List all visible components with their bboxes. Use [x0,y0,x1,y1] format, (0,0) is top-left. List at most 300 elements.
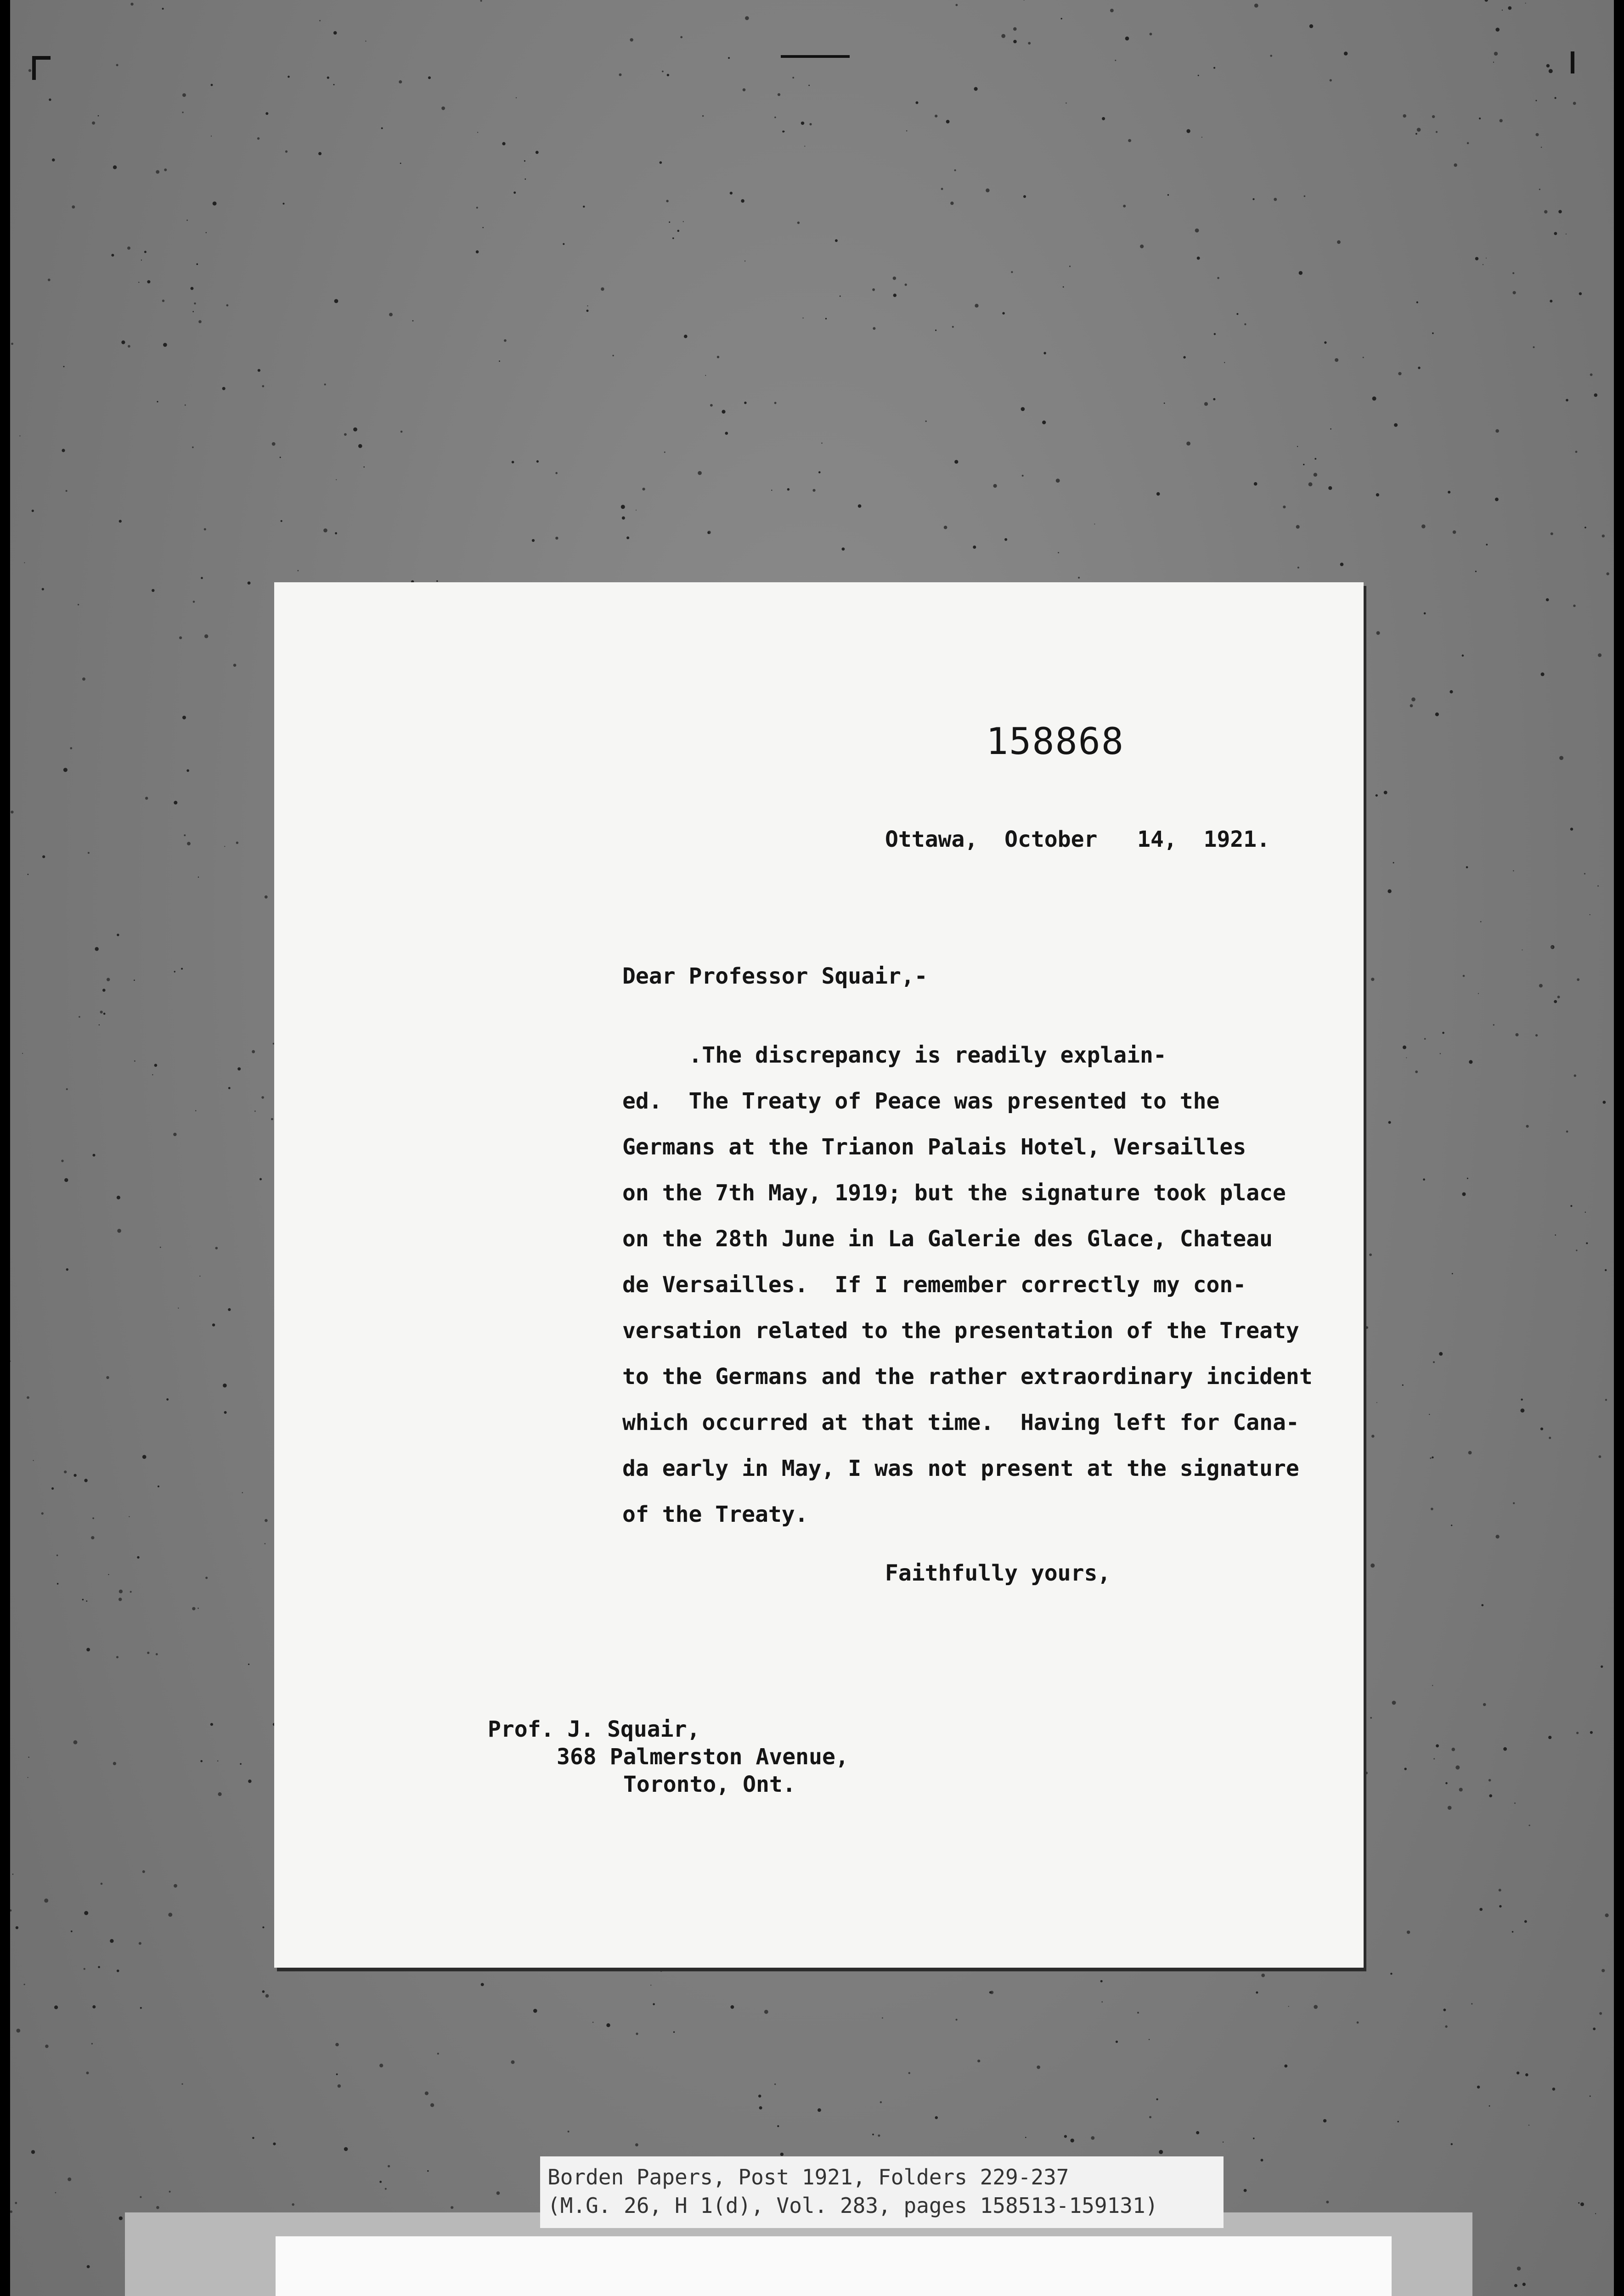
speckle [28,69,31,72]
speckle [205,1577,208,1579]
crop-mark-top-right [1571,51,1574,73]
speckle [555,472,558,474]
speckle [116,64,118,66]
speckle [524,179,526,180]
speckle [893,276,896,280]
speckle [412,320,414,321]
speckle [512,461,514,464]
speckle [1039,1969,1042,1971]
speckle [31,2150,35,2154]
speckle [240,1763,242,1765]
speckle [1554,232,1557,235]
speckle [162,8,164,10]
speckle [1590,2095,1591,2097]
speckle [137,1556,139,1559]
speckle [809,123,812,125]
speckle [379,2181,382,2183]
speckle [319,20,321,22]
speckle [156,170,159,174]
speckle [158,1486,159,1487]
speckle [741,199,744,203]
speckle [1149,2039,1150,2040]
speckle [185,405,186,406]
speckle [1102,2001,1103,2002]
speckle [725,432,728,435]
speckle [1513,1502,1515,1504]
speckle [744,402,746,404]
speckle [192,1607,195,1610]
speckle [1570,827,1573,830]
speckle [379,2064,383,2067]
speckle [186,769,189,772]
speckle [1517,2267,1521,2271]
speckle [636,510,637,511]
speckle [52,158,55,162]
speckle [1440,1053,1441,1054]
speckle [1370,1717,1372,1719]
speckle [48,279,51,281]
speckle [1404,1768,1407,1770]
speckle [1535,1034,1538,1036]
speckle [684,335,688,338]
speckle [925,421,927,422]
speckle [513,191,516,194]
speckle [272,442,276,446]
speckle [11,810,13,813]
speckle [698,471,702,475]
speckle [224,1411,227,1414]
speckle [1459,1788,1463,1791]
speckle [1432,115,1435,118]
speckle [906,130,908,132]
speckle [156,2206,159,2209]
speckle [669,221,670,223]
speckle [181,968,183,970]
speckle [42,855,45,858]
speckle [1370,1564,1375,1568]
speckle [1252,198,1254,200]
speckle [1001,34,1005,38]
speckle [1314,2005,1318,2009]
speckle [782,130,784,132]
speckle [1449,690,1453,693]
speckle [1022,475,1024,477]
speckle [142,1455,147,1459]
speckle [1214,333,1216,335]
speckle [127,247,130,250]
speckle [1371,978,1374,981]
address-line-city: Toronto, Ont. [623,1772,796,1797]
speckle [1573,102,1576,105]
speckle [612,355,614,356]
speckle [344,2147,348,2151]
speckle [1575,451,1578,453]
speckle [1390,1973,1392,1975]
speckle [204,528,206,530]
speckle [86,1600,87,1602]
speckle [358,444,362,448]
speckle [1566,234,1567,235]
speckle [536,460,539,462]
speckle [622,517,625,520]
speckle [1559,756,1563,760]
speckle [1577,978,1579,981]
speckle [1601,1969,1605,1972]
speckle [1551,532,1553,535]
speckle [1541,146,1542,148]
speckle [1167,194,1169,196]
speckle [777,2125,779,2127]
speckle [1601,1666,1603,1668]
speckle [1607,572,1609,575]
speckle [1063,287,1064,288]
speckle [802,317,803,318]
speckle [1593,2027,1596,2030]
speckle [1270,55,1272,57]
speckle [173,1133,176,1136]
speckle [1435,713,1439,716]
body-line: de Versailles. If I remember correctly my con- [622,1272,1246,1298]
speckle [743,88,746,91]
speckle [56,1554,58,1556]
speckle [110,1939,113,1943]
speckle [1028,42,1031,45]
speckle [164,169,167,171]
speckle [41,1512,44,1514]
speckle [1364,1287,1366,1289]
letter-page [274,582,1364,1968]
speckle [1196,2131,1199,2134]
speckle [1480,921,1482,923]
speckle [99,1024,100,1025]
speckle [1309,24,1313,28]
speckle [1398,2121,1399,2122]
speckle [1432,1457,1433,1458]
speckle [257,137,259,140]
speckle [1314,458,1316,460]
speckle [271,1118,273,1120]
speckle [1521,1408,1525,1412]
speckle [1605,1913,1609,1917]
speckle [587,305,588,306]
speckle [24,562,25,563]
speckle [1489,2105,1490,2107]
body-line: ed. The Treaty of Peace was presented to the [622,1088,1220,1114]
speckle [327,77,329,79]
speckle [95,947,99,951]
speckle [1485,0,1488,2]
speckle [147,280,150,283]
speckle [1599,1455,1601,1458]
speckle [116,1656,118,1658]
speckle [160,1247,161,1248]
speckle [140,2196,141,2198]
speckle [1236,313,1238,315]
speckle [44,1898,48,1902]
speckle [835,239,838,242]
speckle [1340,563,1344,566]
speckle [1535,100,1537,101]
speckle [1416,301,1418,303]
speckle [1550,300,1552,303]
speckle [11,343,13,345]
speckle [88,852,90,854]
speckle [1308,482,1313,486]
speckle [482,227,484,228]
speckle [335,532,337,535]
speckle [1283,506,1286,508]
speckle [532,539,535,542]
speckle [825,318,827,319]
speckle [198,877,199,878]
speckle [1475,571,1477,572]
speckle [1430,1458,1431,1459]
speckle [1421,524,1426,529]
speckle [1254,4,1258,8]
speckle [400,431,403,433]
speckle [1115,60,1116,61]
speckle [1479,118,1481,119]
speckle [1573,605,1575,607]
speckle [956,2019,958,2020]
speckle [1590,373,1593,376]
speckle [1335,358,1338,362]
speckle [1585,527,1586,529]
speckle [1489,1794,1492,1797]
speckle [285,150,288,152]
speckle [86,1648,90,1652]
speckle [989,1991,992,1993]
speckle [1288,2006,1289,2007]
speckle [211,84,213,86]
speckle [134,979,135,981]
speckle [731,2005,734,2009]
speckle [944,526,947,529]
speckle [1296,525,1300,529]
speckle [84,1911,88,1915]
speckle [428,76,431,79]
speckle [217,1761,219,1762]
speckle [1445,1782,1448,1784]
speckle [1365,1772,1368,1774]
speckle [1546,598,1549,602]
speckle [801,122,804,125]
speckle [1444,2009,1446,2011]
speckle [1466,866,1468,868]
speckle [643,488,645,490]
speckle [430,2103,434,2107]
speckle [1223,2142,1224,2143]
speckle [1555,1234,1556,1236]
speckle [193,601,195,603]
speckle [10,1361,11,1362]
speckle [1502,10,1503,11]
speckle [787,488,789,490]
speckle [893,293,897,297]
speckle [1058,552,1059,553]
speckle [179,636,182,639]
speckle [935,330,936,331]
speckle [880,2101,882,2103]
body-line: Germans at the Trianon Palais Hotel, Versailles [622,1134,1246,1160]
speckle [1424,612,1426,614]
speckle [1551,946,1554,949]
speckle [436,580,438,582]
speckle [1452,1748,1455,1751]
speckle [1186,442,1190,446]
speckle [121,340,125,344]
speckle [1411,698,1415,702]
speckle [1376,631,1380,635]
speckle [666,200,668,202]
speckle [323,529,327,533]
speckle [1541,672,1545,676]
speckle [1544,210,1547,214]
speckle [117,934,119,936]
speckle [117,1196,120,1199]
speckle [1407,1930,1410,1934]
speckle [388,2165,390,2167]
speckle [119,2217,123,2220]
speckle [1594,394,1598,397]
speckle [61,1159,63,1162]
speckle [908,2072,910,2074]
speckle [192,446,194,448]
speckle [1602,535,1605,537]
speckle [1540,1428,1543,1430]
speckle [956,4,958,6]
speckle [66,490,68,492]
speckle [181,2083,183,2085]
speckle [568,2131,570,2133]
speckle [108,1574,109,1575]
speckle [344,433,347,436]
speckle [265,1519,268,1522]
speckle [1150,33,1152,35]
speckle [1557,996,1560,998]
speckle [212,1323,215,1326]
archives-plate [276,2236,1392,2296]
speckle [198,320,202,323]
speckle [42,588,44,590]
speckle [152,589,154,592]
speckle [1546,64,1550,68]
speckle [130,1591,132,1593]
speckle [1454,163,1457,167]
speckle [1195,229,1199,233]
speckle [516,97,517,98]
speckle [780,2153,784,2156]
speckle [1013,27,1017,31]
speckle [1244,323,1246,325]
speckle [66,1268,68,1271]
speckle [178,1308,179,1309]
speckle [1471,2003,1472,2004]
speckle [935,2116,938,2119]
address-line-name: Prof. J. Squair, [488,1716,700,1742]
speckle [1512,272,1514,274]
speckle [156,1653,158,1655]
speckle [336,2073,338,2075]
speckle [333,31,337,35]
speckle [1432,1685,1433,1686]
reference-label [540,2156,1224,2228]
speckle [145,797,148,799]
speckle [82,677,85,681]
speckle [437,2053,439,2054]
speckle [511,2060,515,2064]
speckle [533,2009,537,2013]
date-day: 14, [1137,827,1177,852]
speckle [63,366,65,367]
speckle [261,1096,264,1099]
speckle [55,2192,56,2194]
speckle [1500,119,1503,122]
date-month: October [1004,827,1098,852]
speckle [672,237,674,239]
speckle [1156,492,1160,496]
speckle [626,536,629,539]
speckle [174,1884,177,1888]
speckle [524,160,525,162]
speckle [140,2007,142,2009]
speckle [1159,2150,1163,2154]
speckle [399,80,402,84]
speckle [1452,1273,1453,1274]
speckle [32,510,34,512]
speckle [664,451,665,453]
speckle [265,1994,269,1998]
speckle [758,2094,761,2097]
speckle [621,505,625,509]
speckle [1002,312,1004,315]
speckle [129,1516,130,1517]
speckle [427,2170,429,2172]
speckle [10,2211,12,2213]
speckle [1042,421,1046,424]
speckle [1410,704,1413,708]
speckle [1376,794,1378,797]
speckle [1110,9,1114,12]
speckle [139,1942,141,1945]
speckle [265,1543,266,1544]
speckle [333,84,335,85]
speckle [1469,1060,1472,1064]
speckle [162,299,164,302]
speckle [1448,491,1450,494]
speckle [1371,1435,1374,1437]
speckle [1514,2284,1517,2287]
speckle [1445,2026,1447,2028]
speckle [283,203,285,205]
speckle [228,1087,231,1089]
speckle [778,93,780,96]
speckle [1004,538,1007,541]
speckle [10,1909,11,1912]
speckle [1597,885,1599,887]
speckle [660,161,662,164]
speckle [818,2108,821,2112]
speckle [265,112,268,115]
speckle [1566,399,1568,402]
speckle [363,467,365,468]
speckle [1566,1131,1568,1133]
speckle [168,1913,172,1917]
speckle [425,2092,429,2095]
speckle [1431,1508,1433,1510]
speckle [1328,486,1332,490]
speckle [1324,341,1326,343]
